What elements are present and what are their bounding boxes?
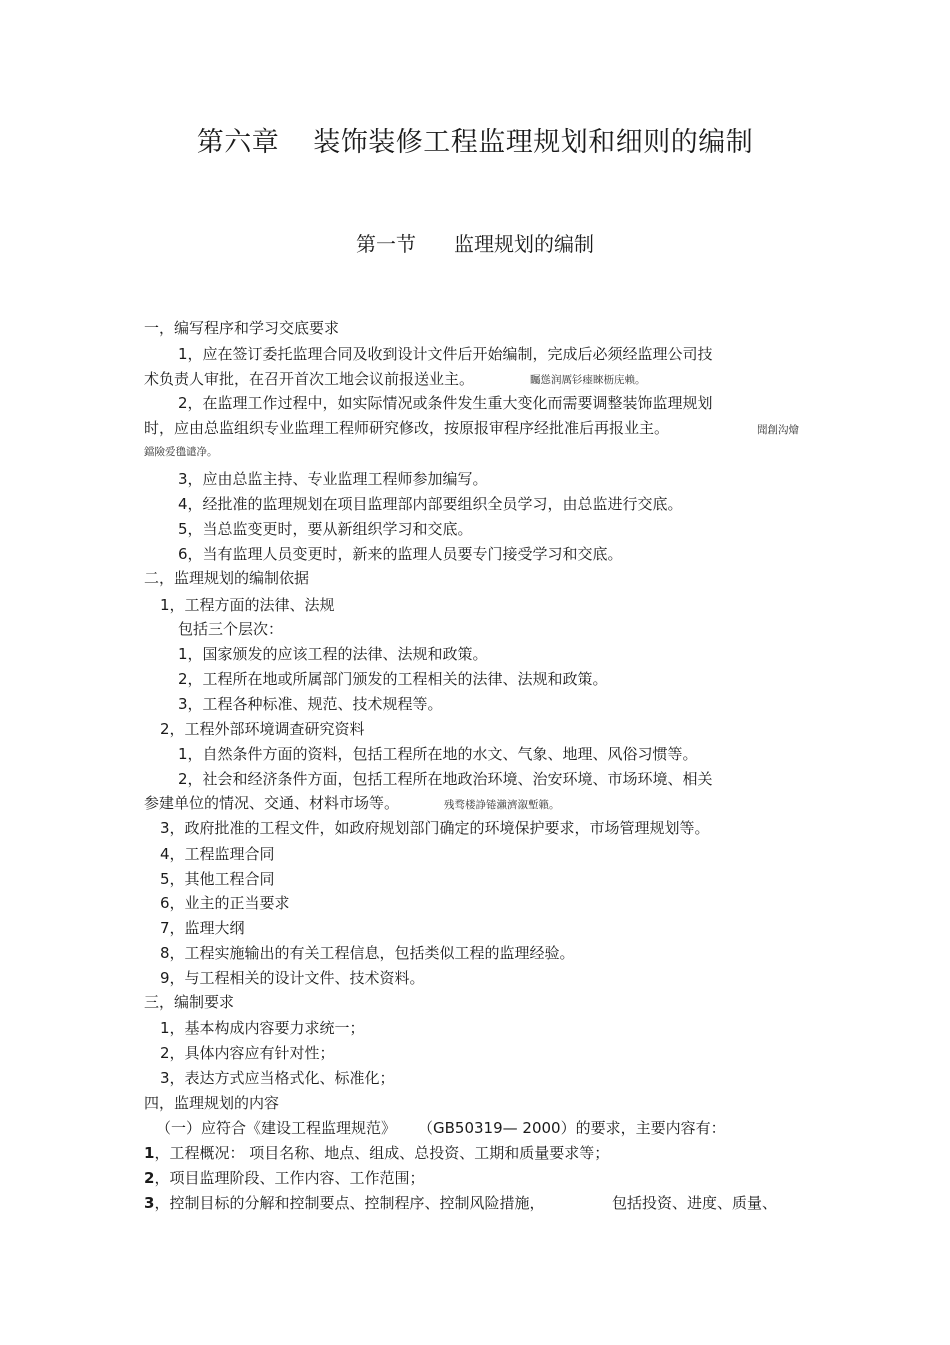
- list-item: 包括三个层次：: [178, 620, 284, 638]
- list-item: 4，工程监理合同: [160, 845, 275, 863]
- item-number: 2: [144, 1169, 155, 1187]
- heading-1: 一，编写程序和学习交底要求: [144, 319, 340, 337]
- paragraph-line: 4，经批准的监理规划在项目监理部内部要组织全员学习，由总监进行交底。: [178, 495, 683, 513]
- list-item: 1，基本构成内容要力求统一；: [160, 1019, 365, 1037]
- list-item: 2，工程外部环境调查研究资料: [160, 720, 365, 738]
- text-fragment: （GB50319— 2000）的要求，主要内容有：: [418, 1119, 726, 1137]
- item-text: ，工程概况： 项目名称、地点、组成、总投资、工期和质量要求等；: [154, 1144, 610, 1162]
- paragraph-line: 5，当总监变更时，要从新组织学习和交底。: [178, 520, 473, 538]
- list-item: 1，国家颁发的应该工程的法律、法规和政策。: [178, 645, 488, 663]
- list-item: 5，其他工程合同: [160, 870, 275, 888]
- item-text: ，控制目标的分解和控制要点、控制程序、控制风险措施，: [154, 1194, 545, 1212]
- list-item: 7，监理大纲: [160, 919, 245, 937]
- garbled-note: 矚慫润厲钐瘗睞枥庑赖。: [530, 374, 646, 386]
- list-item: 2，具体内容应有针对性；: [160, 1044, 335, 1062]
- list-item: [144, 1168, 424, 1188]
- heading-4: 四，监理规划的内容: [144, 1094, 280, 1112]
- garbled-note: 残骛楼諍锩瀨濟溆塹籟。: [444, 799, 560, 811]
- paragraph-line: 6，当有监理人员变更时，新来的监理人员要专门接受学习和交底。: [178, 545, 623, 563]
- paragraph-line: 3，应由总监主持、专业监理工程师参加编写。: [178, 470, 488, 488]
- list-item: 参建单位的情况、交通、材料市场等。: [144, 794, 400, 812]
- paragraph-line: 2，在监理工作过程中，如实际情况或条件发生重大变化而需要调整装饰监理规划: [178, 394, 713, 412]
- garbled-note: 鐺險爱氇谴净。: [144, 446, 218, 458]
- section-title: [0, 228, 950, 257]
- heading-3: 三，编制要求: [144, 993, 235, 1011]
- section-number: 第一节: [356, 232, 416, 256]
- list-item: [144, 1193, 544, 1213]
- chapter-number: 第六章: [196, 127, 280, 158]
- list-item: 2，社会和经济条件方面，包括工程所在地政治环境、治安环境、市场环境、相关: [178, 770, 713, 788]
- paragraph-line: 术负责人审批，在召开首次工地会议前报送业主。: [144, 370, 475, 388]
- list-item: 9，与工程相关的设计文件、技术资料。: [160, 969, 425, 987]
- paragraph-line: [156, 1118, 726, 1138]
- item-number: 1: [144, 1144, 155, 1162]
- list-item: 3，工程各种标准、规范、技术规程等。: [178, 695, 443, 713]
- text-fragment: （一）应符合《建设工程监理规范》: [156, 1119, 397, 1137]
- list-item: [144, 1143, 609, 1163]
- item-text: ，项目监理阶段、工作内容、工作范围；: [154, 1169, 425, 1187]
- list-item: 3，政府批准的工程文件，如政府规划部门确定的环境保护要求，市场管理规划等。: [160, 819, 710, 837]
- chapter-title: [0, 120, 950, 159]
- list-item: 3，表达方式应当格式化、标准化；: [160, 1069, 395, 1087]
- list-item: 1，自然条件方面的资料，包括工程所在地的水文、气象、地理、风俗习惯等。: [178, 745, 698, 763]
- list-item: 1，工程方面的法律、法规: [160, 596, 335, 614]
- list-item: 2，工程所在地或所属部门颁发的工程相关的法律、法规和政策。: [178, 670, 608, 688]
- garbled-note: 聞創沟燴: [757, 424, 799, 436]
- chapter-name: 装饰装修工程监理规划和细则的编制: [313, 127, 754, 158]
- list-item: 6，业主的正当要求: [160, 894, 290, 912]
- section-name: 监理规划的编制: [454, 232, 594, 256]
- paragraph-line: 时，应由总监组织专业监理工程师研究修改，按原报审程序经批准后再报业主。: [144, 419, 670, 437]
- heading-2: 二，监理规划的编制依据: [144, 569, 310, 587]
- list-item: 8，工程实施输出的有关工程信息，包括类似工程的监理经验。: [160, 944, 575, 962]
- paragraph-line: 1，应在签订委托监理合同及收到设计文件后开始编制，完成后必须经监理公司技: [178, 345, 713, 363]
- item-number: 3: [144, 1194, 155, 1212]
- list-item-continued: 包括投资、进度、质量、: [612, 1194, 778, 1212]
